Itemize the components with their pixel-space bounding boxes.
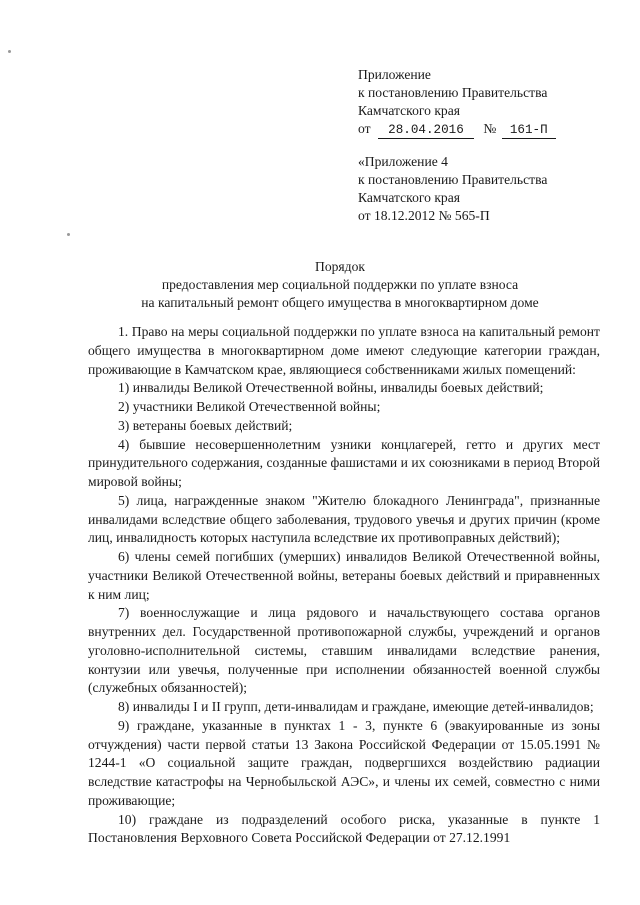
list-item: 10) граждане из подразделений особого риска, указанные в пункте 1 Постановления Верховного Совета Российской Федерации от 27.12.1991 [88, 811, 600, 846]
list-item: 8) инвалиды I и II групп, дети-инвалидам и граждане, имеющие детей-инвалидов; [118, 699, 594, 714]
list-item: 9) граждане, указанные в пунктах 1 - 3, пункте 6 (эвакуированные из зоны отчуждения) части первой статьи 13 Закона Российской Федерации от 15.05.1991 № 1244-1 «О социальной защите граждан, подвергшихся воздействию радиации вследствие катастрофы на Чернобыльской АЭС», и члены их семей, совместно с ними проживающие; [88, 717, 600, 808]
resolution-reference: к постановлению Правительства [358, 85, 548, 100]
resolution-number: 161-П [502, 123, 556, 139]
resolution-date: 28.04.2016 [378, 123, 474, 139]
title-line-3: на капитальный ремонт общего имущества в многоквартирном доме [141, 295, 539, 310]
title-line-1: Порядок [315, 259, 365, 274]
appendix-header [358, 66, 556, 138]
region-name: Камчатского края [358, 190, 461, 205]
date-number-line [358, 120, 556, 138]
appendix-4-label: «Приложение 4 [358, 154, 448, 169]
document-title [60, 258, 620, 312]
list-item: 7) военнослужащие и лица рядового и начальствующего состава органов внутренних дел. Государственной противопожарной службы, учреждений и органов уголовно-исполнительной системы, ставшим инвалидами вследствие ранения, контузии или увечья, полученные при исполнении обязанностей военной службы (служебных обязанностей); [88, 605, 600, 696]
list-item: 4) бывшие несовершеннолетним узники концлагерей, гетто и других мест принудительного содержания, созданные фашистами и их союзниками в период Второй мировой войны; [88, 436, 600, 489]
list-item: 5) лица, награжденные знаком "Жителю блокадного Ленинграда", признанные инвалидами вследствие общего заболевания, трудового увечья и других причин (кроме лиц, инвалидность которых наступила вследствие их противоправных действий); [88, 492, 600, 546]
from-prefix: от [358, 121, 371, 136]
appendix-label: Приложение [358, 67, 431, 82]
list-item: 2) участники Великой Отечественной войны; [118, 399, 381, 414]
scan-speck [67, 233, 70, 236]
title-line-2: предоставления мер социальной поддержки по уплате взноса [161, 277, 519, 292]
paragraph: 1. Право на меры социальной поддержки по уплате взноса на капитальный ремонт общего имущества в многоквартирном доме имеют следующие категории граждан, проживающие в Камчатском крае, являющиеся собственниками жилых помещений: [88, 324, 600, 377]
list-item: 1) инвалиды Великой Отечественной войны, инвалиды боевых действий; [118, 380, 544, 396]
document-body [88, 323, 600, 848]
list-item: 6) члены семей погибших (умерших) инвалидов Великой Отечественной войны, участники Великой Отечественной войны, ветераны боевых действий и приравненных к ним лиц; [88, 549, 600, 602]
original-resolution-date: от 18.12.2012 № 565-П [358, 208, 490, 223]
region-name: Камчатского края [358, 103, 461, 118]
appendix-4-header [358, 153, 547, 225]
number-sign: № [483, 121, 497, 136]
scan-speck [8, 50, 11, 53]
list-item: 3) ветераны боевых действий; [118, 417, 293, 433]
resolution-reference: к постановлению Правительства [358, 172, 548, 187]
